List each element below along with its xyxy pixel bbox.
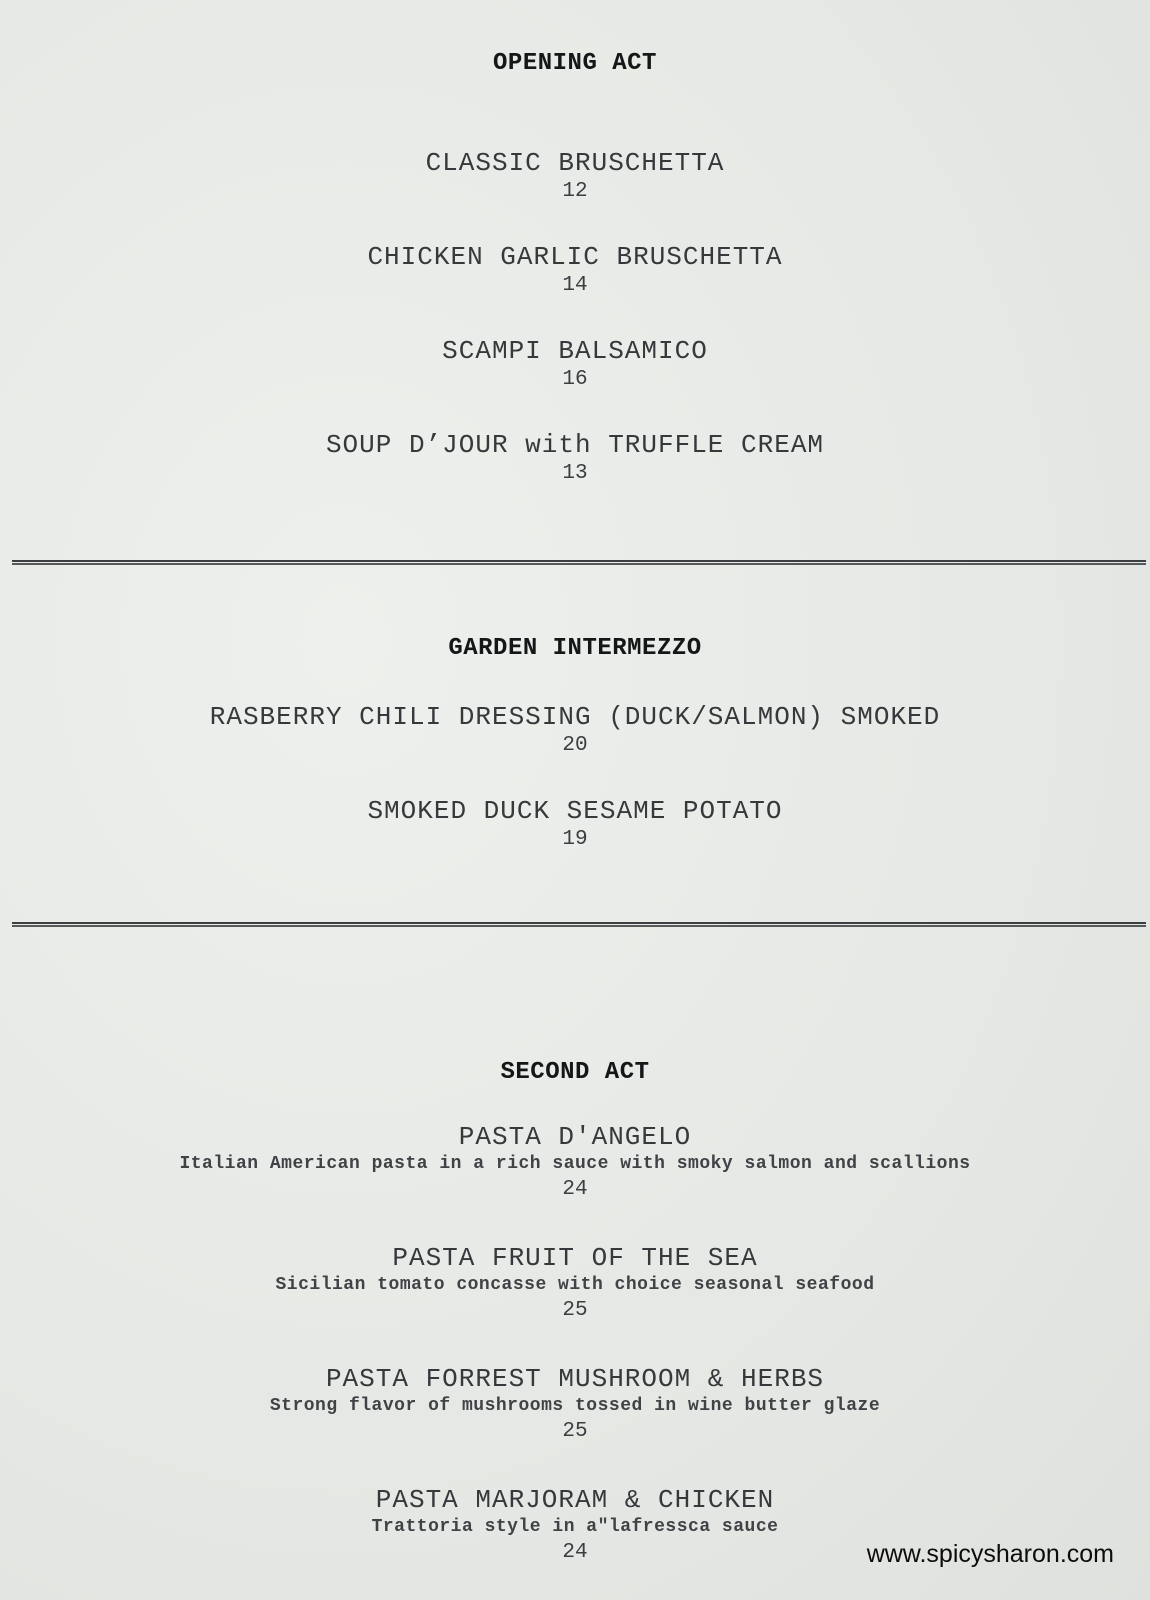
menu-item: [0, 1243, 1150, 1325]
menu-item-name: SCAMPI BALSAMICO: [442, 336, 708, 366]
menu-item-description: Sicilian tomato concasse with choice seasonal seafood: [275, 1275, 875, 1295]
menu-item-name: CLASSIC BRUSCHETTA: [425, 148, 725, 178]
section-divider: [12, 560, 1146, 565]
menu-item-price: 13: [562, 462, 588, 485]
menu-item-name: SOUP D’JOUR with TRUFFLE CREAM: [325, 430, 825, 460]
menu-item-price: 24: [562, 1541, 588, 1564]
menu-item-price: 14: [562, 274, 588, 297]
menu-item: [0, 430, 1150, 488]
menu-item-name: SMOKED DUCK SESAME POTATO: [367, 796, 783, 826]
menu-item-name: CHICKEN GARLIC BRUSCHETTA: [367, 242, 783, 272]
menu-item-name: PASTA D'ANGELO: [458, 1122, 692, 1152]
section-heading-opening-act: OPENING ACT: [493, 50, 657, 77]
menu-item-description: Italian American pasta in a rich sauce with smoky salmon and scallions: [179, 1154, 971, 1174]
menu-item: [0, 148, 1150, 206]
menu-item-name: PASTA FRUIT OF THE SEA: [392, 1243, 758, 1273]
menu-item: [0, 242, 1150, 300]
menu-item-name: PASTA FORREST MUSHROOM & HERBS: [325, 1364, 825, 1394]
menu-item-price: 19: [562, 828, 588, 851]
section-heading-second-act: SECOND ACT: [500, 1059, 650, 1086]
menu-item-price: 12: [562, 180, 588, 203]
menu-item: [0, 1122, 1150, 1204]
menu-item: [0, 702, 1150, 760]
menu-item-name: PASTA MARJORAM & CHICKEN: [375, 1485, 775, 1515]
menu-item: [0, 796, 1150, 854]
menu-item: [0, 336, 1150, 394]
menu-item-price: 20: [562, 734, 588, 757]
menu-item-price: 25: [562, 1420, 588, 1443]
menu-item-description: Trattoria style in a"lafressca sauce: [371, 1517, 779, 1537]
section-divider: [12, 922, 1146, 927]
menu-item-description: Strong flavor of mushrooms tossed in wine butter glaze: [269, 1396, 881, 1416]
menu-item: [0, 1364, 1150, 1446]
watermark: www.spicysharon.com: [866, 1540, 1114, 1568]
menu-item-price: 16: [562, 368, 588, 391]
menu-item-price: 25: [562, 1299, 588, 1322]
section-heading-garden-intermezzo: GARDEN INTERMEZZO: [448, 635, 702, 662]
menu-item-name: RASBERRY CHILI DRESSING (DUCK/SALMON) SMOKED: [209, 702, 941, 732]
menu-item-price: 24: [562, 1178, 588, 1201]
